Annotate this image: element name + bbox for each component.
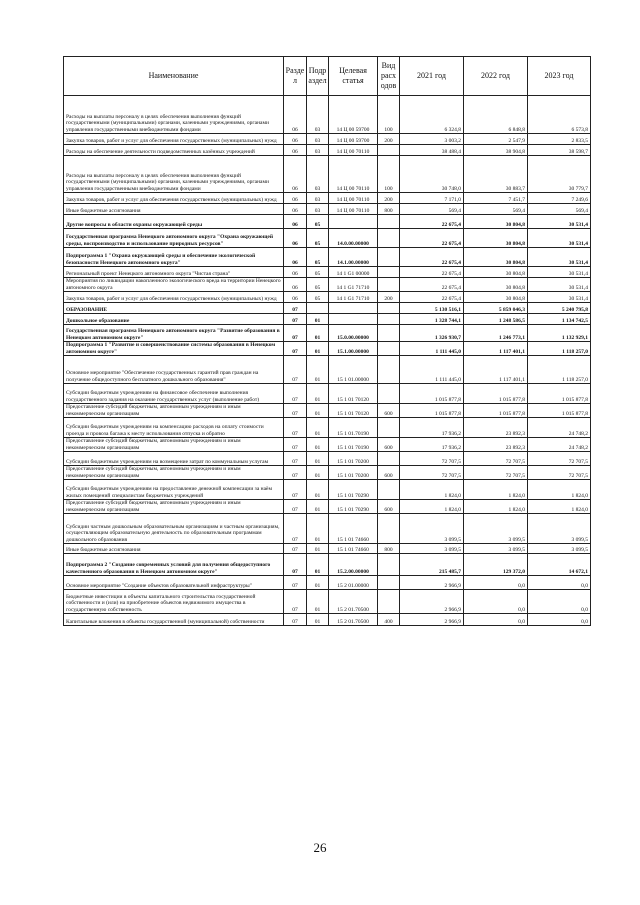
row-target-article [329, 303, 378, 314]
row-name: Иные бюджетные ассигнования [64, 204, 284, 215]
row-amount-2022: 30 804,8 [464, 267, 528, 278]
table-row [64, 325, 591, 342]
row-amount-2021: 22 675,4 [400, 278, 464, 292]
row-razdel: 07 [284, 342, 307, 356]
row-target-article: 14 Ц 00 59700 [329, 134, 378, 145]
row-amount-2021: 38 488,4 [400, 145, 464, 156]
row-target-article: 15 1 01 70190 [329, 438, 378, 452]
row-amount-2023: 2 833,5 [528, 134, 591, 145]
table-row [64, 156, 591, 193]
table-row [64, 342, 591, 356]
row-razdel: 07 [284, 438, 307, 452]
row-target-article: 14.1.00.00000 [329, 248, 378, 267]
row-podrazdel: 01 [307, 614, 329, 626]
row-amount-2021: 1 326 930,7 [400, 325, 464, 342]
row-amount-2023: 7 249,6 [528, 193, 591, 204]
row-expense-type [378, 215, 400, 229]
row-podrazdel: 01 [307, 404, 329, 418]
row-amount-2021: 569,4 [400, 204, 464, 215]
row-name: Региональный проект Ненецкого автономного округа "Чистая страна" [64, 267, 284, 278]
row-expense-type [378, 314, 400, 325]
row-podrazdel: 05 [307, 267, 329, 278]
row-amount-2021: 5 130 516,1 [400, 303, 464, 314]
header-expense-type: Вид расх одов [378, 57, 400, 96]
row-expense-type [378, 452, 400, 466]
row-amount-2023: 1 118 257,0 [528, 356, 591, 384]
row-razdel: 06 [284, 248, 307, 267]
row-razdel: 06 [284, 193, 307, 204]
table-row [64, 466, 591, 480]
row-expense-type [378, 303, 400, 314]
table-row [64, 590, 591, 614]
row-razdel: 07 [284, 404, 307, 418]
row-expense-type [378, 514, 400, 544]
row-razdel: 07 [284, 590, 307, 614]
row-expense-type: 400 [378, 614, 400, 626]
row-amount-2021: 22 675,4 [400, 267, 464, 278]
row-expense-type [378, 590, 400, 614]
row-target-article: 14 Ц 00 70110 [329, 145, 378, 156]
row-target-article: 15 1 01 74660 [329, 514, 378, 544]
row-target-article: 15 1 01 70120 [329, 384, 378, 404]
row-amount-2022: 3 099,5 [464, 544, 528, 554]
row-amount-2021: 2 966,9 [400, 614, 464, 626]
row-podrazdel: 03 [307, 193, 329, 204]
table-row [64, 303, 591, 314]
row-target-article: 14 1 G1 71710 [329, 278, 378, 292]
table-row [64, 514, 591, 544]
row-expense-type [378, 480, 400, 500]
row-target-article: 15.0.00.00000 [329, 325, 378, 342]
row-razdel: 07 [284, 303, 307, 314]
row-amount-2022: 569,4 [464, 204, 528, 215]
row-podrazdel: 01 [307, 314, 329, 325]
row-target-article: 15 1 01.70190 [329, 418, 378, 438]
row-amount-2023: 1 134 742,5 [528, 314, 591, 325]
row-razdel: 07 [284, 614, 307, 626]
table-row [64, 614, 591, 626]
row-amount-2021: 1 111 445,0 [400, 342, 464, 356]
table-row [64, 404, 591, 418]
row-podrazdel: 01 [307, 356, 329, 384]
row-razdel: 07 [284, 480, 307, 500]
row-amount-2022: 0,0 [464, 590, 528, 614]
row-amount-2023: 1 015 877,8 [528, 404, 591, 418]
row-amount-2023: 6 573,8 [528, 96, 591, 134]
row-expense-type [378, 418, 400, 438]
row-name: Капитальные вложения в объекты государственной (муниципальной) собственности [64, 614, 284, 626]
row-amount-2022: 72 707,5 [464, 452, 528, 466]
row-name: Субсидии бюджетным учреждениям на компенсацию расходов на оплату стоимости проезда и провоза багажа к месту использования отпуска и обратно [64, 418, 284, 438]
row-name: Другие вопросы в области охраны окружающей среды [64, 215, 284, 229]
row-target-article: 15 1 01 70120 [329, 404, 378, 418]
row-amount-2023: 3 099,5 [528, 514, 591, 544]
row-amount-2022: 30 883,7 [464, 156, 528, 193]
table-row [64, 248, 591, 267]
row-target-article: 14 Ц 00 70110 [329, 193, 378, 204]
row-target-article: 14 Ц 00 70110 [329, 156, 378, 193]
row-amount-2021: 7 171,0 [400, 193, 464, 204]
row-amount-2022: 1 015 877,8 [464, 384, 528, 404]
row-razdel: 07 [284, 418, 307, 438]
row-podrazdel [307, 303, 329, 314]
header-podrazdel: Подр аздел [307, 57, 329, 96]
row-name: Основное мероприятие "Обеспечение государственных гарантий прав граждан на получение общедоступного бесплатного дошкольного образования" [64, 356, 284, 384]
row-razdel: 07 [284, 514, 307, 544]
row-expense-type: 800 [378, 204, 400, 215]
row-amount-2022: 5 859 046,3 [464, 303, 528, 314]
row-expense-type: 100 [378, 156, 400, 193]
header-2021: 2021 год [400, 57, 464, 96]
row-amount-2021: 72 707,5 [400, 466, 464, 480]
row-name: Подпрограмма 2 "Создание современных условий для получения общедоступного качественного образования в Ненецком автономном округе" [64, 554, 284, 576]
row-podrazdel: 05 [307, 215, 329, 229]
row-expense-type: 200 [378, 292, 400, 303]
header-name: Наименование [64, 57, 284, 96]
row-amount-2023: 1 015 877,8 [528, 384, 591, 404]
row-expense-type: 800 [378, 544, 400, 554]
row-amount-2023: 0,0 [528, 576, 591, 590]
row-podrazdel: 05 [307, 292, 329, 303]
row-amount-2023: 24 748,2 [528, 418, 591, 438]
row-name: Закупка товаров, работ и услуг для обеспечения государственных (муниципальных) нужд [64, 193, 284, 204]
row-target-article: 15 1 01 70200 [329, 466, 378, 480]
row-amount-2023: 30 531,4 [528, 215, 591, 229]
table-row [64, 554, 591, 576]
row-amount-2023: 30 531,4 [528, 229, 591, 248]
row-expense-type [378, 325, 400, 342]
row-name: Расходы на обеспечение деятельности подведомственных казённых учреждений [64, 145, 284, 156]
row-amount-2021: 2 966,9 [400, 590, 464, 614]
row-podrazdel: 05 [307, 229, 329, 248]
table-row [64, 229, 591, 248]
row-amount-2022: 3 099,5 [464, 514, 528, 544]
row-podrazdel: 03 [307, 96, 329, 134]
row-razdel: 06 [284, 267, 307, 278]
row-amount-2021: 17 936,2 [400, 438, 464, 452]
row-amount-2022: 30 804,8 [464, 215, 528, 229]
row-razdel: 06 [284, 215, 307, 229]
row-expense-type [378, 342, 400, 356]
row-name: Предоставление субсидий бюджетным, автономным учреждениям и иным некоммерческим организациям [64, 500, 284, 514]
row-name: ОБРАЗОВАНИЕ [64, 303, 284, 314]
row-razdel: 07 [284, 554, 307, 576]
row-expense-type [378, 229, 400, 248]
row-name: Субсидии частным дошкольным образовательным организациям и частным организациям, осуществляющим образовательную деятельность по образовательным программам дошкольного образования [64, 514, 284, 544]
budget-page [63, 56, 590, 626]
row-amount-2022: 1 117 401,1 [464, 356, 528, 384]
row-razdel: 07 [284, 325, 307, 342]
row-target-article: 15.2.00.00000 [329, 554, 378, 576]
row-target-article: 14 Ц 00 59700 [329, 96, 378, 134]
row-amount-2022: 0,0 [464, 614, 528, 626]
row-target-article: 14 1 G1 00000 [329, 267, 378, 278]
row-amount-2023: 1 132 929,1 [528, 325, 591, 342]
row-podrazdel: 05 [307, 248, 329, 267]
row-razdel: 06 [284, 96, 307, 134]
row-amount-2021: 17 936,2 [400, 418, 464, 438]
table-row [64, 193, 591, 204]
row-podrazdel: 01 [307, 325, 329, 342]
row-name: Субсидии бюджетным учреждениям на финансовое обеспечение выполнения государственного задания на оказание государственных услуг (выполнение работ) [64, 384, 284, 404]
row-razdel: 06 [284, 134, 307, 145]
row-amount-2023: 24 748,2 [528, 438, 591, 452]
row-amount-2023: 1 118 257,0 [528, 342, 591, 356]
table-row [64, 384, 591, 404]
header-target-article: Целевая статья [329, 57, 378, 96]
table-row [64, 500, 591, 514]
row-amount-2022: 1 248 586,5 [464, 314, 528, 325]
row-name: Дошкольное образование [64, 314, 284, 325]
row-amount-2023: 30 531,4 [528, 267, 591, 278]
row-amount-2023: 1 824,0 [528, 480, 591, 500]
row-razdel: 07 [284, 356, 307, 384]
row-name: Предоставление субсидий бюджетным, автономным учреждениям и иным некоммерческим организациям [64, 404, 284, 418]
table-row [64, 96, 591, 134]
row-podrazdel: 01 [307, 342, 329, 356]
row-podrazdel: 01 [307, 514, 329, 544]
table-header-row [64, 57, 591, 96]
row-target-article: 15 2 01.70500 [329, 590, 378, 614]
row-name: Предоставление субсидий бюджетным, автономным учреждениям и иным некоммерческим организациям [64, 466, 284, 480]
row-amount-2021: 1 111 445,0 [400, 356, 464, 384]
row-razdel: 07 [284, 576, 307, 590]
row-amount-2022: 1 246 773,1 [464, 325, 528, 342]
row-razdel: 07 [284, 314, 307, 325]
row-amount-2023: 1 824,0 [528, 500, 591, 514]
row-amount-2022: 1 117 401,1 [464, 342, 528, 356]
row-expense-type [378, 356, 400, 384]
table-row [64, 452, 591, 466]
row-amount-2022: 23 892,3 [464, 418, 528, 438]
row-name: Основное мероприятие "Создание объектов образовательной инфраструктуры" [64, 576, 284, 590]
row-amount-2023: 72 707,5 [528, 452, 591, 466]
row-target-article: 15.1.00.00000 [329, 342, 378, 356]
row-amount-2022: 2 547,9 [464, 134, 528, 145]
row-amount-2022: 72 707,5 [464, 466, 528, 480]
row-amount-2023: 0,0 [528, 614, 591, 626]
row-name: Субсидии бюджетным учреждениям на предоставление денежной компенсации за наём жилых помещений специалистам бюджетных учреждений [64, 480, 284, 500]
row-expense-type: 200 [378, 193, 400, 204]
row-podrazdel: 03 [307, 204, 329, 215]
row-expense-type: 600 [378, 466, 400, 480]
row-amount-2022: 30 804,8 [464, 229, 528, 248]
row-amount-2023: 30 531,4 [528, 278, 591, 292]
row-target-article: 15 2 01.70500 [329, 614, 378, 626]
row-name: Иные бюджетные ассигнования [64, 544, 284, 554]
row-name: Закупка товаров, работ и услуг для обеспечения государственных (муниципальных) нужд [64, 134, 284, 145]
row-podrazdel: 01 [307, 466, 329, 480]
row-amount-2021: 2 966,9 [400, 576, 464, 590]
row-amount-2022: 6 848,8 [464, 96, 528, 134]
row-podrazdel: 01 [307, 554, 329, 576]
row-name: Субсидии бюджетным учреждениям на возмещение затрат по коммунальным услугам [64, 452, 284, 466]
row-amount-2021: 215 485,7 [400, 554, 464, 576]
row-amount-2023: 569,4 [528, 204, 591, 215]
table-row [64, 356, 591, 384]
table-row [64, 544, 591, 554]
row-amount-2021: 72 707,5 [400, 452, 464, 466]
row-amount-2023: 72 707,5 [528, 466, 591, 480]
row-amount-2022: 0,0 [464, 576, 528, 590]
row-target-article: 14 Ц 00 70110 [329, 204, 378, 215]
row-razdel: 07 [284, 500, 307, 514]
row-razdel: 07 [284, 544, 307, 554]
row-podrazdel: 03 [307, 134, 329, 145]
row-razdel: 06 [284, 156, 307, 193]
row-expense-type: 600 [378, 404, 400, 418]
row-podrazdel: 01 [307, 576, 329, 590]
row-amount-2021: 22 675,4 [400, 292, 464, 303]
row-amount-2023: 30 531,4 [528, 292, 591, 303]
row-target-article: 15 1 01 70200 [329, 452, 378, 466]
row-razdel: 07 [284, 452, 307, 466]
row-target-article [329, 215, 378, 229]
row-amount-2021: 3 099,5 [400, 514, 464, 544]
table-row [64, 438, 591, 452]
row-amount-2022: 23 892,3 [464, 438, 528, 452]
table-row [64, 267, 591, 278]
row-target-article: 15 1 01 74660 [329, 544, 378, 554]
row-target-article: 15 1 01 70290 [329, 480, 378, 500]
table-row [64, 134, 591, 145]
row-amount-2023: 14 672,1 [528, 554, 591, 576]
row-name: Расходы на выплаты персоналу в целях обеспечения выполнения функций государственными (муниципальными) органами, казенными учреждениями, органами управления государственными внебюджетными фондами [64, 96, 284, 134]
row-expense-type [378, 248, 400, 267]
row-amount-2022: 7 451,7 [464, 193, 528, 204]
row-amount-2021: 3 003,2 [400, 134, 464, 145]
row-razdel: 07 [284, 466, 307, 480]
row-podrazdel: 01 [307, 452, 329, 466]
row-name: Предоставление субсидий бюджетным, автономным учреждениям и иным некоммерческим организациям [64, 438, 284, 452]
row-amount-2023: 5 240 795,8 [528, 303, 591, 314]
row-podrazdel: 03 [307, 145, 329, 156]
row-name: Бюджетные инвестиции в объекты капитального строительства государственной собственности и (или) на приобретение объектов недвижимого имущества в государственную собственность [64, 590, 284, 614]
row-amount-2023: 38 598,7 [528, 145, 591, 156]
table-row [64, 278, 591, 292]
row-name: Государственная программа Ненецкого автономного округа "Развитие образования в Ненецком автономном округе" [64, 325, 284, 342]
row-podrazdel: 01 [307, 384, 329, 404]
row-amount-2021: 22 675,4 [400, 215, 464, 229]
table-row [64, 215, 591, 229]
row-expense-type [378, 554, 400, 576]
table-row [64, 314, 591, 325]
row-amount-2021: 1 824,0 [400, 500, 464, 514]
table-row [64, 480, 591, 500]
row-expense-type [378, 384, 400, 404]
row-expense-type: 200 [378, 134, 400, 145]
row-amount-2021: 22 675,4 [400, 248, 464, 267]
row-amount-2021: 22 675,4 [400, 229, 464, 248]
row-amount-2023: 0,0 [528, 590, 591, 614]
row-razdel: 06 [284, 292, 307, 303]
row-target-article: 14.0.00.00000 [329, 229, 378, 248]
row-amount-2022: 1 824,0 [464, 500, 528, 514]
row-amount-2023: 30 531,4 [528, 248, 591, 267]
row-expense-type [378, 576, 400, 590]
budget-table [63, 56, 591, 626]
row-amount-2022: 129 372,0 [464, 554, 528, 576]
row-expense-type [378, 267, 400, 278]
row-amount-2021: 1 015 877,8 [400, 404, 464, 418]
row-podrazdel: 05 [307, 278, 329, 292]
row-amount-2023: 30 779,7 [528, 156, 591, 193]
row-podrazdel: 01 [307, 500, 329, 514]
row-amount-2022: 1 015 877,8 [464, 404, 528, 418]
row-target-article: 15 2 01.00000 [329, 576, 378, 590]
row-expense-type [378, 278, 400, 292]
table-row [64, 145, 591, 156]
row-amount-2021: 1 015 877,8 [400, 384, 464, 404]
row-razdel: 06 [284, 204, 307, 215]
row-podrazdel: 01 [307, 480, 329, 500]
row-name: Мероприятия по ликвидации накопленного экологического вреда на территории Ненецкого автономного округа [64, 278, 284, 292]
table-row [64, 204, 591, 215]
row-amount-2021: 6 324,8 [400, 96, 464, 134]
row-podrazdel: 01 [307, 544, 329, 554]
table-row [64, 418, 591, 438]
row-name: Закупка товаров, работ и услуг для обеспечения государственных (муниципальных) нужд [64, 292, 284, 303]
row-target-article: 15 1 01.00000 [329, 356, 378, 384]
table-row [64, 576, 591, 590]
row-target-article: 14 1 G1 71710 [329, 292, 378, 303]
row-razdel: 06 [284, 229, 307, 248]
header-razdel: Разде л [284, 57, 307, 96]
row-podrazdel: 01 [307, 418, 329, 438]
row-podrazdel: 01 [307, 590, 329, 614]
row-razdel: 07 [284, 384, 307, 404]
row-name: Подпрограмма 1 "Охрана окружающей среды и обеспечение экологической безопасности Ненецкого автономного округа" [64, 248, 284, 267]
row-amount-2022: 1 824,0 [464, 480, 528, 500]
row-razdel: 06 [284, 145, 307, 156]
row-amount-2021: 3 099,5 [400, 544, 464, 554]
row-name: Государственная программа Ненецкого автономного округа "Охрана окружающей среды, воспроизводство и использование природных ресурсов" [64, 229, 284, 248]
row-amount-2022: 30 804,8 [464, 278, 528, 292]
row-amount-2022: 30 804,8 [464, 292, 528, 303]
row-amount-2023: 3 099,5 [528, 544, 591, 554]
row-expense-type: 100 [378, 96, 400, 134]
row-expense-type: 600 [378, 500, 400, 514]
row-name: Расходы на выплаты персоналу в целях обеспечения выполнения функций государственными (муниципальными) органами, казенными учреждениями, органами управления государственными внебюджетными фондами [64, 156, 284, 193]
row-target-article [329, 314, 378, 325]
table-body [64, 96, 591, 626]
row-expense-type [378, 145, 400, 156]
row-podrazdel: 01 [307, 438, 329, 452]
row-amount-2021: 1 824,0 [400, 480, 464, 500]
row-amount-2022: 38 904,8 [464, 145, 528, 156]
row-target-article: 15 1 01 70290 [329, 500, 378, 514]
row-amount-2022: 30 804,8 [464, 248, 528, 267]
header-2023: 2023 год [528, 57, 591, 96]
row-podrazdel: 03 [307, 156, 329, 193]
table-row [64, 292, 591, 303]
row-razdel: 06 [284, 278, 307, 292]
row-expense-type: 600 [378, 438, 400, 452]
page-number: 26 [313, 840, 327, 855]
row-amount-2021: 30 748,0 [400, 156, 464, 193]
row-amount-2021: 1 328 744,1 [400, 314, 464, 325]
row-name: Подпрограмма 1 "Развитие и совершенствование системы образования в Ненецком автономном округе" [64, 342, 284, 356]
header-2022: 2022 год [464, 57, 528, 96]
